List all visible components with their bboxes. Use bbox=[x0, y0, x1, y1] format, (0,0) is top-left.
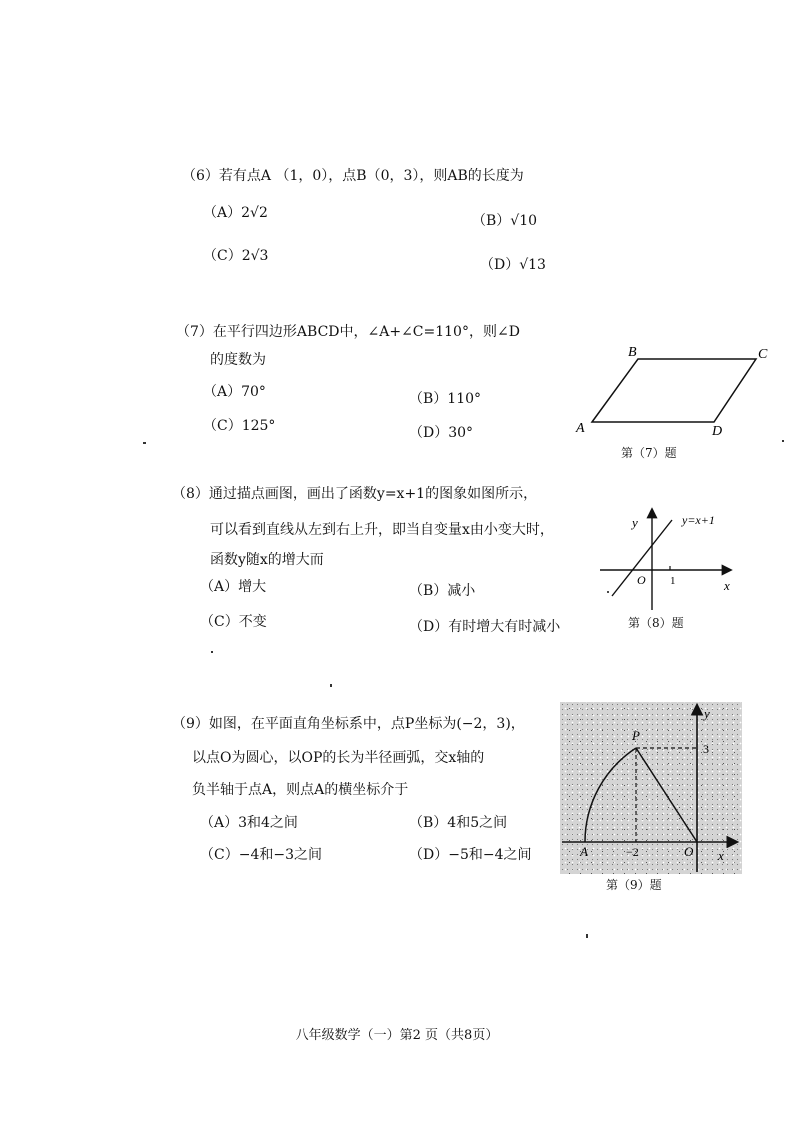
q6-stem: （6）若有点A （1，0），点B（0，3），则AB的长度为 bbox=[182, 168, 524, 184]
scan-speck bbox=[586, 934, 588, 938]
origin-label: O bbox=[637, 573, 646, 587]
q7-option-b: （B）110° bbox=[409, 391, 482, 407]
scan-speck bbox=[211, 651, 213, 653]
q9-option-a: （A）3和4之间 bbox=[200, 815, 298, 831]
vertex-label-b: B bbox=[628, 345, 637, 360]
arc-op bbox=[585, 748, 636, 842]
q8-option-a: （A）增大 bbox=[200, 579, 267, 595]
q6-option-d: （D）√13 bbox=[480, 257, 546, 273]
q8-stem-line2: 可以看到直线从左到右上升，即当自变量x由小变大时， bbox=[210, 522, 554, 538]
parallelogram-shape bbox=[592, 359, 756, 422]
line-equation-label: y=x+1 bbox=[682, 513, 715, 527]
q8-line-graph-figure bbox=[590, 500, 750, 612]
q6-option-b: （B）√10 bbox=[472, 213, 538, 229]
speck-dot bbox=[607, 591, 609, 593]
tick-label-neg2: −2 bbox=[626, 845, 639, 859]
origin-label: O bbox=[684, 844, 694, 859]
q8-figure-caption: 第（8）题 bbox=[628, 616, 684, 630]
q9-stem-line1: （9）如图，在平面直角坐标系中，点P坐标为(−2，3)， bbox=[172, 716, 525, 732]
q7-figure-caption: 第（7）题 bbox=[621, 446, 677, 460]
q7-stem-line2: 的度数为 bbox=[210, 352, 266, 368]
vertex-label-a: A bbox=[576, 421, 585, 436]
q7-option-d: （D）30° bbox=[409, 425, 474, 441]
point-a-label: A bbox=[580, 844, 588, 859]
q7-option-a: （A）70° bbox=[203, 384, 266, 400]
q9-option-c: （C）−4和−3之间 bbox=[200, 847, 322, 863]
q9-stem-line2: 以点O为圆心，以OP的长为半径画弧，交x轴的 bbox=[192, 750, 485, 766]
q9-stem-line3: 负半轴于点A，则点A的横坐标介于 bbox=[192, 782, 409, 798]
y-axis-label: y bbox=[632, 515, 638, 530]
q8-option-b: （B）减小 bbox=[409, 583, 476, 599]
q7-option-c: （C）125° bbox=[203, 418, 276, 434]
point-p-label: P bbox=[632, 728, 640, 743]
q7-stem-line1: （7）在平行四边形ABCD中，∠A+∠C=110°，则∠D bbox=[176, 324, 520, 340]
q8-option-d: （D）有时增大有时减小 bbox=[409, 619, 561, 635]
q6-option-a: （A）2√2 bbox=[203, 205, 268, 221]
x-axis-label: x bbox=[718, 848, 724, 863]
vertex-label-d: D bbox=[712, 424, 723, 439]
scan-speck bbox=[782, 440, 784, 442]
q6-option-c: （C）2√3 bbox=[203, 248, 269, 264]
vertex-label-c: C bbox=[758, 347, 768, 362]
q8-option-c: （C）不变 bbox=[200, 614, 267, 630]
tick-label-3: 3 bbox=[703, 742, 709, 756]
y-axis-label: y bbox=[704, 706, 710, 721]
q8-stem-line1: （8）通过描点画图，画出了函数y=x+1的图象如图所示， bbox=[172, 486, 538, 502]
x-axis-label: x bbox=[724, 578, 730, 593]
q9-arc-figure bbox=[560, 702, 742, 874]
scan-speck bbox=[143, 442, 146, 444]
q9-option-b: （B）4和5之间 bbox=[409, 815, 508, 831]
q9-option-d: （D）−5和−4之间 bbox=[409, 847, 532, 863]
segment-op bbox=[636, 748, 697, 842]
q9-figure-caption: 第（9）题 bbox=[606, 878, 662, 892]
scan-speck bbox=[330, 684, 332, 687]
q7-parallelogram-figure bbox=[570, 340, 780, 440]
q8-stem-line3: 函数y随x的增大而 bbox=[210, 552, 324, 568]
page-footer: 八年级数学（一）第2 页（共8页） bbox=[295, 1028, 499, 1043]
tick-label-1: 1 bbox=[670, 575, 676, 587]
